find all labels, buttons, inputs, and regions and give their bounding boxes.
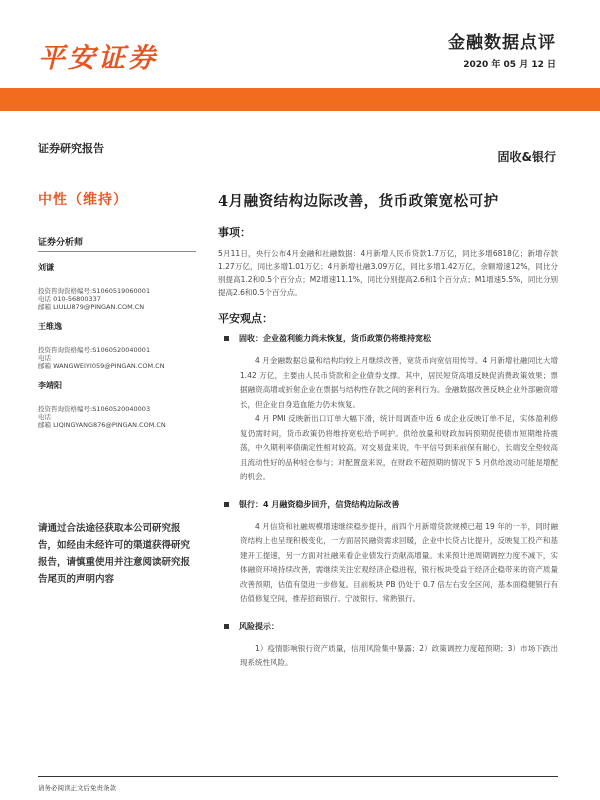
bullet-fixed-income xyxy=(224,333,558,344)
bullet-square-icon xyxy=(224,502,229,507)
analyst-name: 王维逸 xyxy=(38,322,62,331)
analyst-phone: 电话 xyxy=(38,354,51,362)
analyst-card xyxy=(38,321,196,370)
paragraph: 4 月 PMI 反映新出口订单大幅下滑，统计局调查中近 6 成企业反映订单不足，实体盈利修复仍需时间，货币政策仍将维持宽松给予呵护。供给放量和财政加码预期促使债市短期维持震荡，中久期利率债确定性相对较高。对交易盘来说，牛平信号到来前保有耐心，长端安全垫较高且流动性好的品种轻仓参与；对配置盘来说，在财政不超预期的情况下 5 月供给波动可能是增配的机会。 xyxy=(240,414,558,481)
left-sidebar xyxy=(38,140,196,429)
analyst-cert: 投资咨询资格编号:S1060520040001 xyxy=(38,346,151,354)
analyst-email[interactable]: 邮箱 LIQINGYANG876@PINGAN.COM.CN xyxy=(38,421,166,429)
views-heading: 平安观点： xyxy=(218,312,273,325)
bullet-risk xyxy=(224,621,558,632)
sector-label: 固收&银行 xyxy=(497,150,556,164)
matters-heading: 事项： xyxy=(218,226,251,239)
analyst-cert: 投资咨询资格编号:S1060519060001 xyxy=(38,287,151,295)
bullet-title: 银行：4 月融资稳步回升，信贷结构边际改善 xyxy=(239,499,400,509)
analyst-card xyxy=(38,262,196,311)
paragraph: 4 月金融数据总量和结构均较上月继续改善，宽货币向宽信用传导。4 月新增社融同比大增 1.42 万亿，主要由人民币贷款和企业债券支撑。其中，居民短贷高增反映促消费政策效果；票据融资高增或折射企业在票据与结构性存款之间的套利行为。金融数据改善反映企业外部融资增长，但企业自身造血能力仍未恢复。 xyxy=(240,356,558,409)
company-logo: 平安证券 xyxy=(38,43,158,74)
bullet-title: 风险提示： xyxy=(239,621,279,631)
report-date: 2020 年 05 月 12 日 xyxy=(463,60,556,70)
analyst-email[interactable]: 邮箱 LIULU879@PINGAN.COM.CN xyxy=(38,303,145,311)
rating: 中性（维持） xyxy=(38,192,128,208)
analyst-email[interactable]: 邮箱 WANGWEIYI059@PINGAN.COM.CN xyxy=(38,362,165,370)
analyst-name: 李靖阳 xyxy=(38,381,62,390)
report-type: 金融数据点评 xyxy=(448,33,556,53)
bullet-bank xyxy=(224,499,558,510)
analyst-phone: 电话 xyxy=(38,413,51,421)
paragraph: 1）疫情影响银行资产质量，信用风险集中暴露；2）政策调控力度超预期；3）市场下跌出现系统性风险。 xyxy=(240,643,558,667)
footer-divider xyxy=(38,776,558,777)
header-band xyxy=(0,88,600,111)
report-title: 4月融资结构边际改善，货币政策宽松可护 xyxy=(218,193,499,210)
analysts-heading: 证券分析师 xyxy=(38,235,196,252)
main-content xyxy=(218,224,558,671)
bullet-square-icon xyxy=(224,336,229,341)
analyst-phone: 电话 010-56800337 xyxy=(38,295,101,303)
analyst-card xyxy=(38,380,196,429)
paragraph: 4 月信贷和社融规模增速继续稳步提升，前四个月新增贷款规模已超 19 年的一半，同时融资结构上也呈现积极变化，一方面居民融资需求回暖，企业中长贷占比提升，反映复工投产和基建开工提速，另一方面对社融来看企业债发行贡献高增量。未来预计逆周期调控力度不减下，实体融资环境持续改善，需继续关注宏观经济企稳进程，银行板块受益于经济企稳带来的资产质量改善预期，估值有望进一步修复。目前板块 PB 仍处于 0.7 倍左右安全区间，基本面稳健银行有估值修复空间，推荐招商银行、宁波银行、常熟银行。 xyxy=(240,521,558,603)
matters-text: 5月11日，央行公布4月金融和社融数据：4月新增人民币贷款1.7万亿，同比多增6818亿；新增存款1.27万亿，同比多增1.01万亿；4月新增社融3.09万亿，同比多增1.42万亿，余额增速12%，同比分别提高1.2和0.5个百分点；M2增速11.1%，同比分别提高2.6和1个百分点；M1增速5.5%，同比分别提高2.6和0.5个百分点。 xyxy=(218,249,558,297)
analyst-name: 刘谦 xyxy=(38,263,54,272)
footer-note: 请务必阅读正文后免责条款 xyxy=(38,784,116,792)
analyst-cert: 投资咨询资格编号:S1060520040003 xyxy=(38,405,151,413)
disclaimer: 请通过合法途径获取本公司研究报告，如经由未经许可的渠道获得研究报告，请慎重使用并注意阅读研究报告尾页的声明内容 xyxy=(38,523,191,585)
bullet-square-icon xyxy=(224,624,229,629)
report-series: 证券研究报告 xyxy=(38,142,104,155)
bullet-title: 固收：企业盈利能力尚未恢复，货币政策仍将维持宽松 xyxy=(239,334,431,343)
